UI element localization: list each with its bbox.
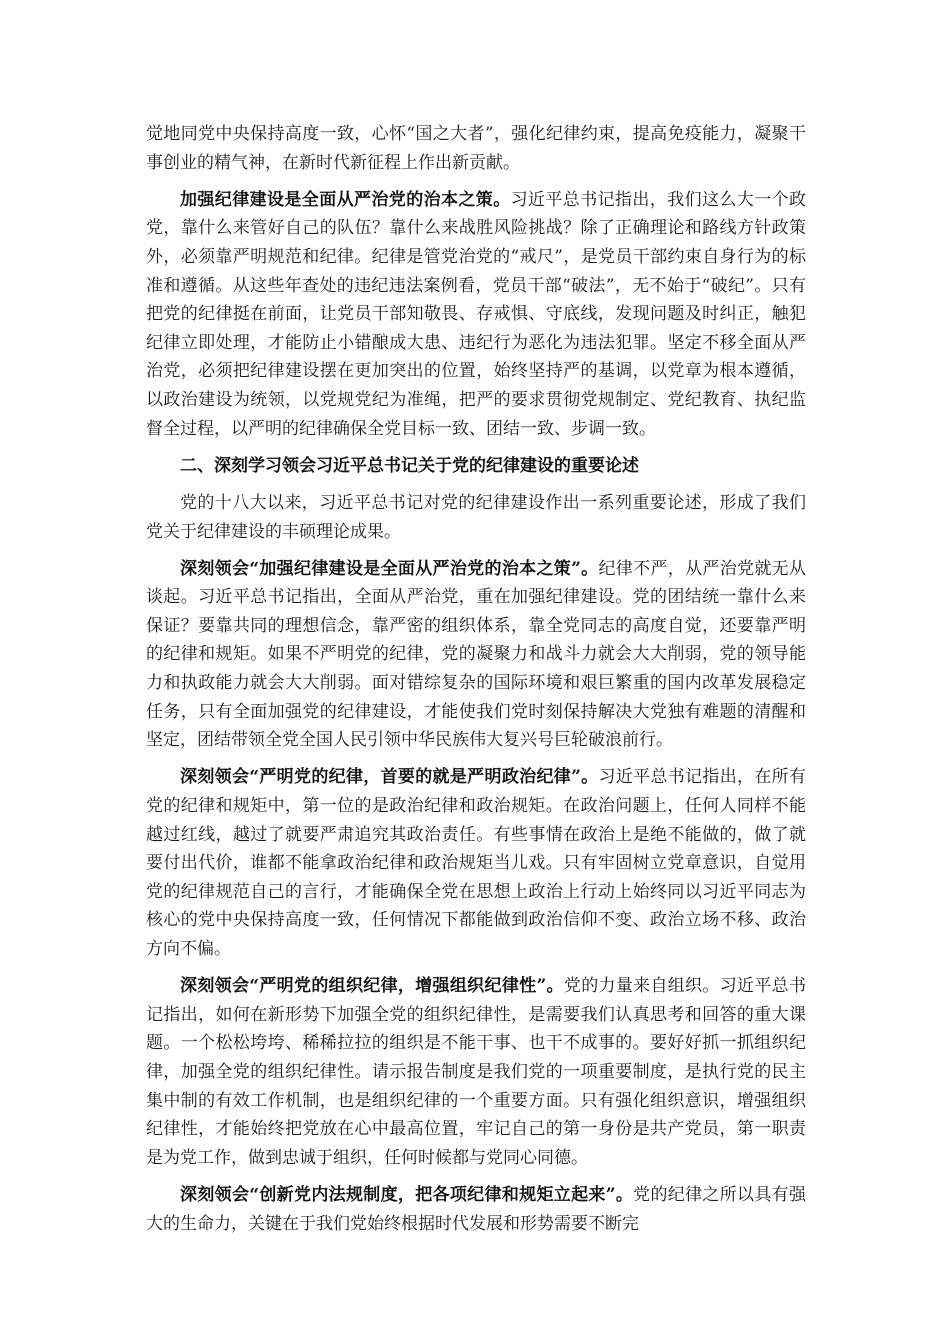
paragraph-text: 党的纪律之所以具有强大的生命力，关键在于我们党始终根据时代发展和形势需要不断完 <box>146 1184 806 1234</box>
paragraph-lead: 深刻领会“创新党内法规制度，把各项纪律和规矩立起来”。 <box>180 1184 634 1205</box>
paragraph-intro <box>146 489 806 546</box>
paragraph-political-discipline <box>146 763 806 963</box>
paragraph-lead: 深刻领会“严明党的组织纪律，增强组织纪律性”。 <box>180 976 564 997</box>
paragraph-text: 觉地同党中央保持高度一致，心怀“国之大者”，强化纪律约束，提高免疫能力，凝聚干事创业的精气神，在新时代新征程上作出新贡献。 <box>146 124 806 173</box>
paragraph-text: 习近平总书记指出，我们这么大一个政党，靠什么来管好自己的队伍？靠什么来战胜风险挑战？除了正确理论和路线方针政策外，必须靠严明规范和纪律。纪律是管党治党的“戒尺”，是党员干部约束自身行为的标准和遵循。从这些年查处的违纪违法案例看，党员干部“破法”，无不始于“破纪”。只有把党的纪律挺在前面，让党员干部知敬畏、存戒惧、守底线，发现问题及时纠正，触犯纪律立即处理，才能防止小错酿成大患、违纪行为恶化为违法犯罪。坚定不移全面从严治党，必须把纪律建设摆在更加突出的位置，始终坚持严的基调，以党章为根本遵循，以政治建设为统领，以党规党纪为准绳，把严的要求贯彻党规制定、党纪教育、执纪监督全过程，以严明的纪律确保全党目标一致、团结一致、步调一致。 <box>146 189 807 439</box>
paragraph-lead: 加强纪律建设是全面从严治党的治本之策。 <box>180 189 511 210</box>
paragraph-discipline-construction <box>146 555 806 755</box>
paragraph-text: 习近平总书记指出，在所有党的纪律和规矩中，第一位的是政治纪律和政治规矩。在政治问题上，任何人同样不能越过红线，越过了就要严肃追究其政治责任。有些事情在政治上是绝不能做的，做了就要付出代价，谁都不能拿政治纪律和政治规矩当儿戏。只有牢固树立党章意识，自觉用党的纪律规范自己的言行，才能确保全党在思想上政治上行动上始终同以习近平同志为核心的党中央保持高度一致，任何情况下都能做到政治信仰不变、政治立场不移、政治方向不偏。 <box>146 767 806 959</box>
paragraph-text: 党的十八大以来，习近平总书记对党的纪律建设作出一系列重要论述，形成了我们党关于纪律建设的丰硕理论成果。 <box>146 492 806 542</box>
paragraph-text: 纪律不严，从严治党就无从谈起。习近平总书记指出，全面从严治党，重在加强纪律建设。党的团结统一靠什么来保证？要靠共同的理想信念，靠严密的组织体系，靠全党同志的高度自觉，还要靠严明的纪律和规矩。如果不严明党的纪律，党的凝聚力和战斗力就会大大削弱，党的领导能力和执政能力就会大大削弱。面对错综复杂的国际环境和艰巨繁重的国内改革发展稳定任务，只有全面加强党的纪律建设，才能使我们党时刻保持解决大党独有难题的清醒和坚定，团结带领全党全国人民引领中华民族伟大复兴号巨轮破浪前行。 <box>146 558 806 751</box>
paragraph-lead: 深刻领会“严明党的纪律，首要的就是严明政治纪律”。 <box>180 767 599 788</box>
paragraph-continuation <box>146 120 806 177</box>
paragraph-regulations <box>146 1181 806 1238</box>
section-heading: 二、深刻学习领会习近平总书记关于党的纪律建设的重要论述 <box>180 455 639 476</box>
paragraph-lead: 深刻领会“加强纪律建设是全面从严治党的治本之策”。 <box>180 558 599 579</box>
paragraph-organizational-discipline <box>146 972 806 1172</box>
paragraph-discipline-root <box>146 186 806 443</box>
document-page <box>146 120 806 1247</box>
paragraph-text: 党的力量来自组织。习近平总书记指出，如何在新形势下加强全党的组织纪律性，是需要我们认真思考和回答的重大课题。一个松松垮垮、稀稀拉拉的组织是不能干事、也干不成事的。要好好抓一抓组织纪律，加强全党的组织纪律性。请示报告制度是我们党的一项重要制度，是执行党的民主集中制的有效工作机制，也是组织纪律的一个重要方面。只有强化组织意识，增强组织纪律性，才能始终把党放在心中最高位置，牢记自己的第一身份是共产党员，第一职责是为党工作，做到忠诚于组织，任何时候都与党同心同德。 <box>146 976 807 1168</box>
